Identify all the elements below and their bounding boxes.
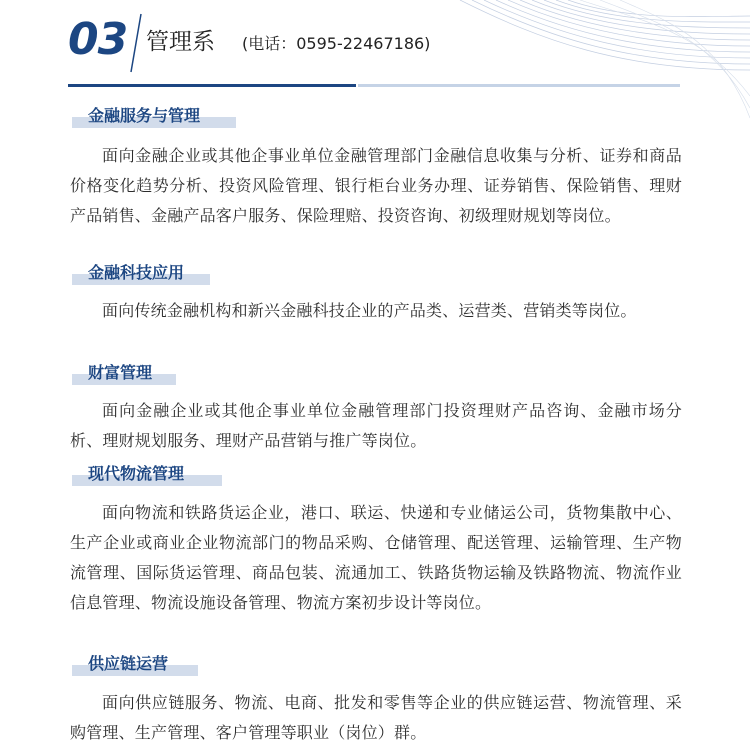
section-label-text: 供应链运营 xyxy=(88,654,169,673)
header-rule-dark xyxy=(68,84,356,87)
decorative-wave-lines xyxy=(450,0,750,120)
section-paragraph-logistics: 面向物流和铁路货运企业，港口、联运、快递和专业储运公司，货物集散中心、生产企业或商业企业物流部门的物品采购、仓储管理、配送管理、运输管理、生产物流管理、国际货运管理、商品包装、流通加工、铁路货物运输及铁路物流、物流作业信息管理、物流设施设备管理、物流方案初步设计等岗位。 xyxy=(70,503,682,612)
section-label-fintech xyxy=(72,263,210,285)
section-label-finance-services xyxy=(72,106,236,128)
section-number: 03 xyxy=(68,14,128,65)
department-title: 管理系 xyxy=(146,29,215,55)
section-label-text: 财富管理 xyxy=(88,363,153,382)
section-paragraph-finance-services: 面向金融企业或其他企事业单位金融管理部门金融信息收集与分析、证券和商品价格变化趋势分析、投资风险管理、银行柜台业务办理、证券销售、保险销售、理财产品销售、金融产品客户服务、保险理赔、投资咨询、初级理财规划等岗位。 xyxy=(70,146,682,225)
section-label-text: 金融服务与管理 xyxy=(88,106,201,125)
header-slash-divider xyxy=(128,12,144,74)
section-paragraph-wealth-management: 面向金融企业或其他企事业单位金融管理部门投资理财产品咨询、金融市场分析、理财规划服务、理财产品营销与推广等岗位。 xyxy=(70,401,682,450)
header-rule-light xyxy=(358,84,680,87)
section-label-text: 现代物流管理 xyxy=(88,464,185,483)
department-phone: (电话：0595-22467186) xyxy=(242,34,431,53)
section-label-wealth-management xyxy=(72,363,176,385)
section-label-text: 金融科技应用 xyxy=(88,263,185,282)
section-paragraph-supply-chain: 面向供应链服务、物流、电商、批发和零售等企业的供应链运营、物流管理、采购管理、生产管理、客户管理等职业（岗位）群。 xyxy=(70,693,682,742)
section-label-logistics xyxy=(72,464,222,486)
section-label-supply-chain xyxy=(72,654,198,676)
section-paragraph-fintech: 面向传统金融机构和新兴金融科技企业的产品类、运营类、营销类等岗位。 xyxy=(102,301,637,320)
